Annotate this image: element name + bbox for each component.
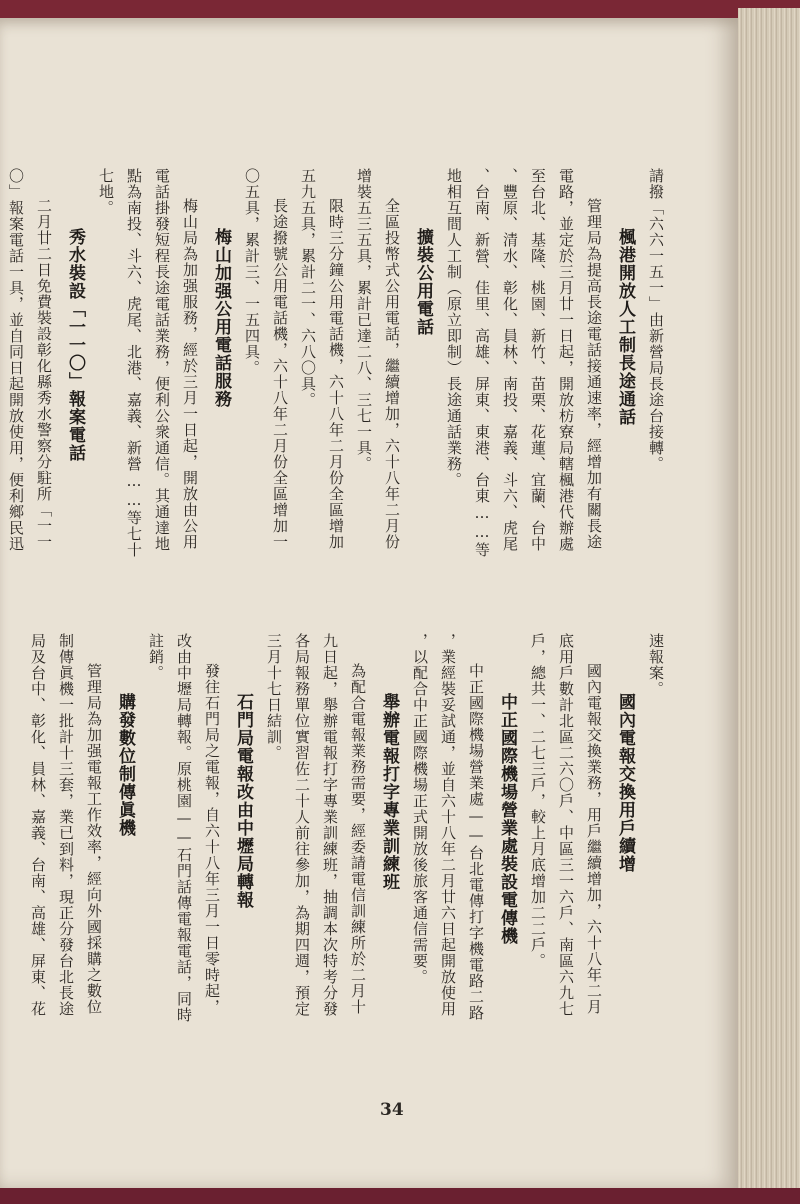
paragraph-line: 梅山局為加强服務，經於三月一日起，開放由公用	[181, 198, 199, 550]
paragraph-line: 點為南投、斗六、虎尾、北港、嘉義、新營……等七十	[125, 168, 143, 558]
paragraph-line: 地相互間人工制（原立即制）長途通話業務。	[445, 168, 463, 488]
top-text-block	[7, 168, 670, 558]
paragraph-line: 全區投幣式公用電話，繼續增加，六十八年二月份	[383, 198, 401, 550]
section-heading: 舉辦電報打字專業訓練班	[379, 693, 399, 891]
page-edges	[738, 8, 800, 1194]
paragraph-line: 制傳眞機一批計十三套，業已到料，現正分發台北長途	[57, 633, 75, 1017]
paragraph-line: 國內電報交換業務，用戶繼續增加，六十八年二月	[585, 663, 603, 1015]
section-heading: 梅山加强公用電話服務	[211, 228, 231, 408]
section-heading: 石門局電報改由中壢局轉報	[233, 693, 253, 909]
paragraph-line: 〇五具，累計三、一五四具。	[243, 168, 261, 376]
paragraph-line: ，業經裝妥試通，並自六十八年二月廿六日起開放使用	[439, 633, 457, 1017]
section-heading: 中正國際機場營業處裝設電傳機	[497, 693, 517, 945]
section-heading: 擴裝公用電話	[413, 228, 433, 336]
bottom-text-block	[29, 633, 670, 1073]
paragraph-line: 五九五具，累計二一、六八〇具。	[299, 168, 317, 408]
paragraph-line: ，以配合中正國際機場正式開放後旅客通信需要。	[411, 633, 429, 985]
paragraph-line: 三月十七日結訓。	[265, 633, 283, 761]
paragraph-line: 限時三分鐘公用電話機，六十八年二月份全區增加	[327, 198, 345, 550]
paragraph-line: 電路，並定於三月廿一日起，開放枋寮局轄楓港代辦處	[557, 168, 575, 552]
paragraph-line: 、豐原、清水、彰化、員林、南投、嘉義、斗六、虎尾	[501, 168, 519, 552]
paragraph-line: 戶，總共一、二七三戶，較上月底增加二二戶。	[529, 633, 547, 969]
book-cover-top	[0, 0, 800, 18]
paragraph-line: 九日起，舉辦電報打字專業訓練班，抽調本次特考分發	[321, 633, 339, 1017]
paragraph-line: 局及台中、彰化、員林、嘉義、台南、高雄、屏東、花	[29, 633, 47, 1017]
book-cover-bottom	[0, 1188, 800, 1204]
paragraph-line: 增裝五三五具，累計已達二八、三七一具。	[355, 168, 373, 472]
paragraph-line: 、台南、新營、佳里、高雄、屏東、東港、台東……等	[473, 168, 491, 558]
section-heading: 國內電報交換用戶續增	[615, 693, 635, 873]
page-number: 34	[380, 1100, 404, 1120]
book-page	[0, 18, 738, 1188]
paragraph-line: 註銷。	[147, 633, 165, 681]
paragraph-line: 至台北、基隆、桃園、新竹、苗栗、花蓮、宜蘭、台中	[529, 168, 547, 552]
paragraph-line: 二月廿二日免費裝設彰化縣秀水警察分駐所「一一	[35, 198, 53, 550]
paragraph-line: 中正國際機場營業處——台北電傳打字機電路二路	[467, 663, 485, 1021]
paragraph-line: 速報案。	[647, 633, 665, 697]
paragraph-line: 請撥「六六一五一」由新營局長途台接轉。	[647, 168, 665, 472]
paragraph-line: 各局報務單位實習佐二十人前往參加，為期四週，預定	[293, 633, 311, 1017]
paragraph-line: 〇」報案電話一具，並自同日起開放使用，便利鄉民迅	[7, 168, 25, 552]
section-heading: 楓港開放人工制長途通話	[615, 228, 635, 426]
paragraph-line: 管理局為加强電報工作效率，經向外國採購之數位	[85, 663, 103, 1015]
paragraph-line: 七地。	[97, 168, 115, 216]
paragraph-line: 為配合電報業務需要，經委請電信訓練所於二月十	[349, 663, 367, 1015]
section-heading: 秀水裝設「一一〇」報案電話	[65, 228, 85, 462]
paragraph-line: 改由中壢局轉報。原桃園——石門話傳電報電話，同時	[175, 633, 193, 1023]
paragraph-line: 管理局為提高長途電話接通速率，經增加有關長途	[585, 198, 603, 550]
paragraph-line: 長途撥號公用電話機，六十八年二月份全區增加一	[271, 198, 289, 550]
paragraph-line: 底用戶數計北區二六〇戶、中區三一六戶、南區六九七	[557, 633, 575, 1017]
paragraph-line: 發往石門局之電報，自六十八年三月一日零時起，	[203, 663, 221, 1015]
section-heading: 購發數位制傳眞機	[115, 693, 135, 837]
paragraph-line: 電話掛發短程長途電話業務，便利公衆通信。其通達地	[153, 168, 171, 552]
